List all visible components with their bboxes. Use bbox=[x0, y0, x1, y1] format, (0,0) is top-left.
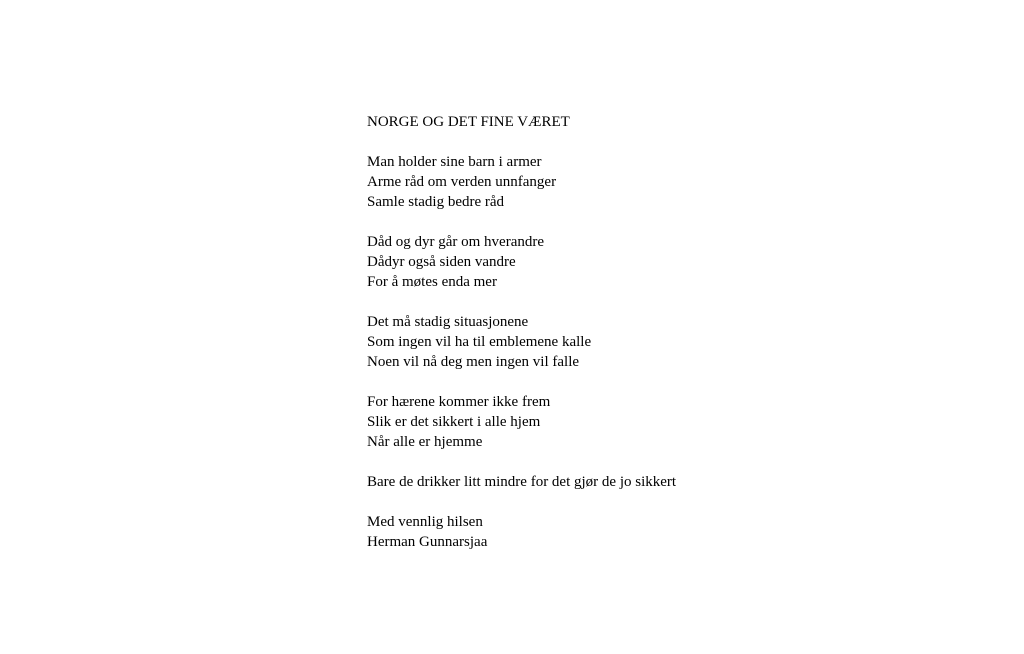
poem-line: Bare de drikker litt mindre for det gjør de jo sikkert bbox=[367, 474, 677, 490]
poem-line: For hærene kommer ikke frem bbox=[367, 394, 551, 410]
poem-line: Dådyr også siden vandre bbox=[367, 254, 516, 270]
stanza-3 bbox=[367, 312, 967, 372]
poem-text-block bbox=[367, 112, 967, 552]
stanza-2 bbox=[367, 232, 967, 292]
poem-line: Samle stadig bedre råd bbox=[367, 194, 505, 210]
poem-line: Man holder sine barn i armer bbox=[367, 154, 542, 170]
stanza-1 bbox=[367, 152, 967, 212]
poem-line: For å møtes enda mer bbox=[367, 274, 497, 290]
poem-line: Når alle er hjemme bbox=[367, 434, 483, 450]
signature-name: Herman Gunnarsjaa bbox=[367, 534, 488, 550]
poem-title: NORGE OG DET FINE VÆRET bbox=[367, 114, 570, 130]
signature-closing: Med vennlig hilsen bbox=[367, 514, 483, 530]
poem-line: Noen vil nå deg men ingen vil falle bbox=[367, 354, 580, 370]
poem-line: Arme råd om verden unnfanger bbox=[367, 174, 557, 190]
poem-line: Slik er det sikkert i alle hjem bbox=[367, 414, 541, 430]
poem-line: Dåd og dyr går om hverandre bbox=[367, 234, 545, 250]
poem-line: Som ingen vil ha til emblemene kalle bbox=[367, 334, 592, 350]
signature-block bbox=[367, 512, 967, 552]
poem-line: Det må stadig situasjonene bbox=[367, 314, 529, 330]
stanza-5 bbox=[367, 472, 967, 492]
stanza-4 bbox=[367, 392, 967, 452]
